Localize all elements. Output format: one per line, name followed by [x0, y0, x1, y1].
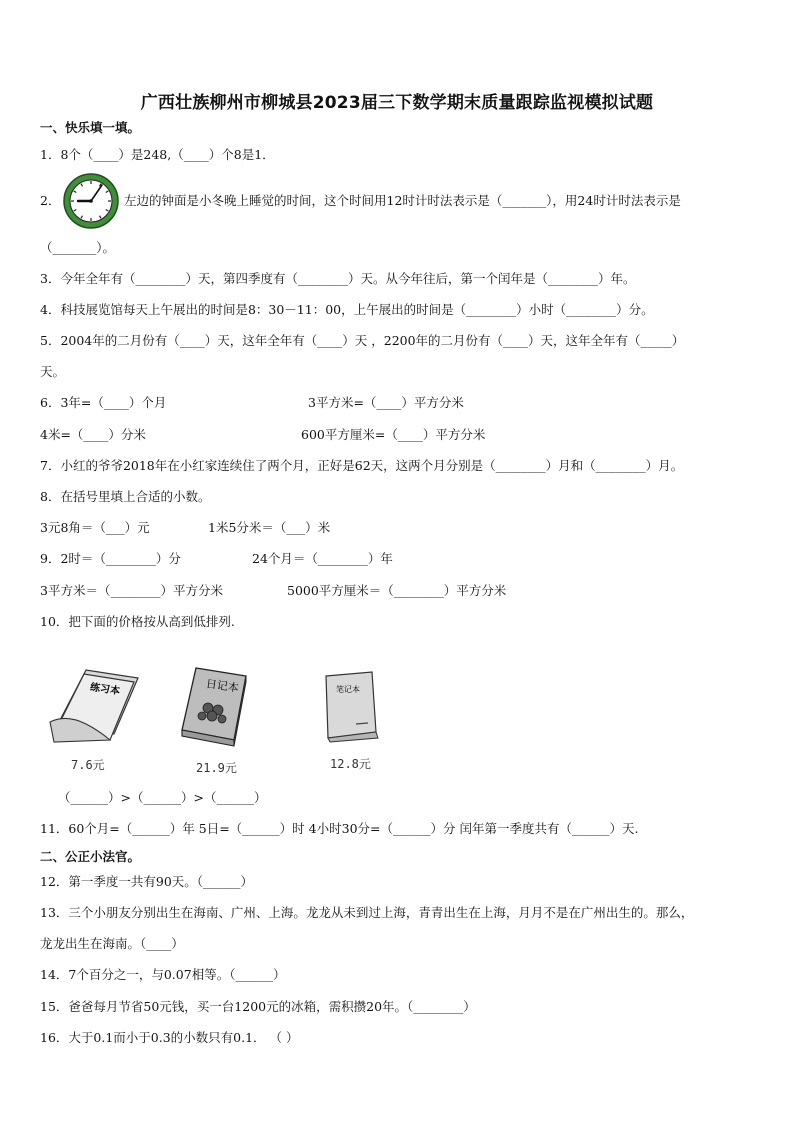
question-7: 7．小红的爷爷2018年在小红家连续住了两个月，正好是62天，这两个月分别是（________）月和（________）月。 — [40, 458, 684, 473]
question-6c: 4米=（____）分米 — [40, 427, 146, 442]
notebook-label: 笔记本 — [336, 685, 360, 694]
question-15: 15．爸爸每月节省50元钱，买一台1200元的冰箱，需积攒20年。（________） — [40, 999, 476, 1014]
exercise-book-price: 7.6元 — [71, 758, 105, 772]
question-12: 12．第一季度一共有90天。（______） — [40, 874, 254, 889]
question-9c: 3平方米＝（________）平方分米 — [40, 583, 223, 598]
question-4: 4．科技展览馆每天上午展出的时间是8：30－11：00，上午展出的时间是（________）小时（________）分。 — [40, 302, 654, 317]
question-9a: 9．2时＝（________）分 — [40, 551, 181, 566]
question-9d: 5000平方厘米＝（________）平方分米 — [287, 583, 507, 598]
question-2-continued: （_______）。 — [40, 240, 116, 255]
question-8: 8．在括号里填上合适的小数。 — [40, 489, 211, 504]
question-1: 1．8个（____）是248,（____）个8是1． — [40, 147, 275, 162]
clock-icon — [62, 172, 120, 230]
question-9b: 24个月＝（________）年 — [252, 551, 393, 566]
exercise-book-icon — [46, 664, 140, 746]
page-title: 广西壮族柳州市柳城县2023届三下数学期末质量跟踪监视模拟试题 — [140, 93, 654, 113]
question-14: 14．7个百分之一，与0.07相等。（______） — [40, 967, 286, 982]
question-3: 3．今年全年有（________）天，第四季度有（________）天。从今年往后，第一个闰年是（________）年。 — [40, 271, 636, 286]
question-6b: 3平方米=（____）平方分米 — [308, 395, 464, 410]
question-2-number: 2． — [40, 193, 61, 208]
notebook-price: 12.8元 — [330, 757, 371, 771]
question-13: 13．三个小朋友分别出生在海南、广州、上海。龙龙从未到过上海，青青出生在上海，月月不是在广州出生的。那么， — [40, 905, 694, 920]
question-8a: 3元8角＝（___）元 — [40, 520, 150, 535]
question-11: 11．60个月=（______）年 5日=（______）时 4小时30分=（______）分 闰年第一季度共有（______）天. — [40, 821, 639, 836]
section-fill-blank: 一、快乐填一填。 — [40, 120, 141, 135]
question-2: 左边的钟面是小冬晚上睡觉的时间，这个时间用12时计时法表示是（_______），用24时计时法表示是 — [124, 193, 681, 208]
question-10-order: （______）>（______）>（______） — [58, 790, 267, 805]
question-8b: 1米5分米＝（___）米 — [208, 520, 331, 535]
diary-price: 21.9元 — [196, 761, 237, 775]
section-true-false: 二、公正小法官。 — [40, 849, 141, 864]
question-6d: 600平方厘米=（____）平方分米 — [301, 427, 486, 442]
diary-icon — [176, 664, 250, 748]
diary-label: 日记本 — [205, 677, 240, 695]
question-5-continued: 天。 — [40, 364, 66, 379]
question-10: 10．把下面的价格按从高到低排列. — [40, 614, 235, 629]
question-16: 16．大于0.1而小于0.3的小数只有0.1． （ ） — [40, 1030, 299, 1045]
notebook-icon — [320, 668, 382, 744]
question-5: 5．2004年的二月份有（____）天，这年全年有（____）天 ，2200年的二月份有（____）天，这年全年有（_____） — [40, 333, 685, 348]
question-13-continued: 龙龙出生在海南。（____） — [40, 936, 184, 951]
question-6a: 6．3年=（____）个月 — [40, 395, 167, 410]
exercise-book-label: 练习本 — [89, 682, 121, 698]
